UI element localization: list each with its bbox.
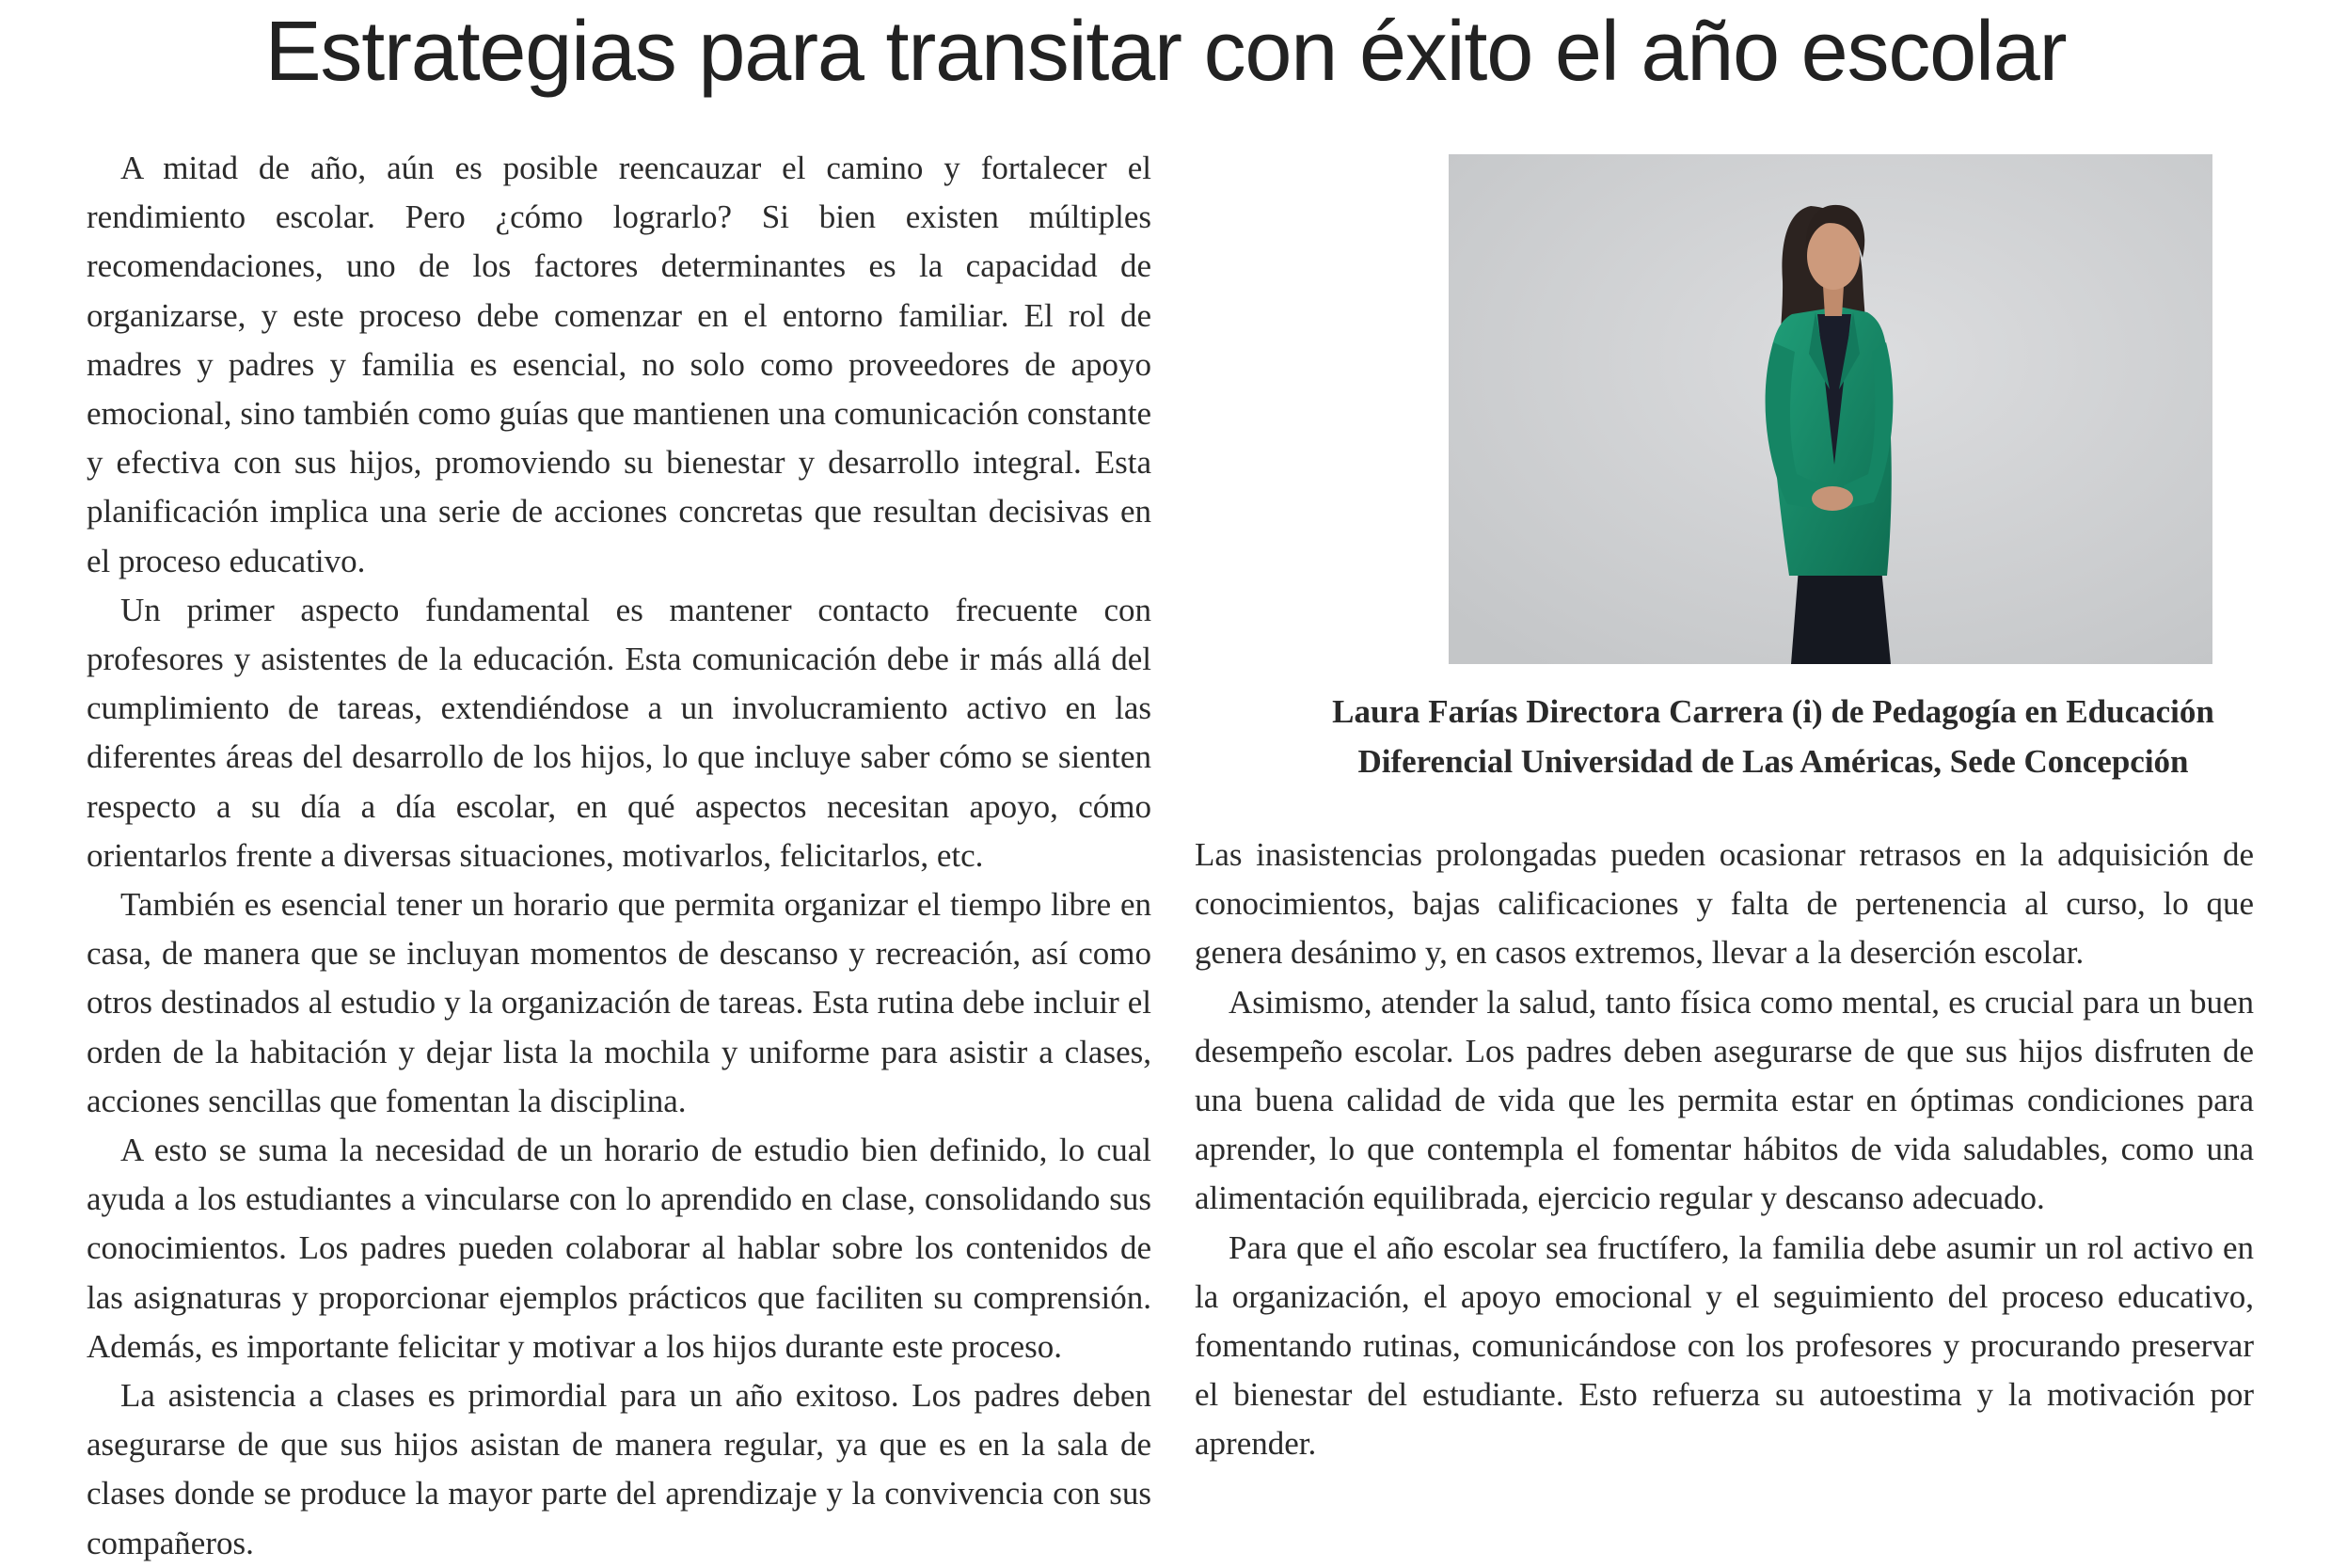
headline: Estrategias para transitar con éxito el año escolar [264, 5, 2067, 99]
portrait-photo-icon [1449, 154, 2212, 664]
caption-line: Laura Farías Directora Carrera (i) de Pedagogía en Educación [1332, 693, 2214, 730]
paragraph: A mitad de año, aún es posible reencauzar el camino y fortalecer el rendimiento escolar. Pero ¿cómo lograrlo? Si bien existen múltiples recomendaciones, uno de los factores determinantes es la capacidad de organizarse, y este proceso debe comenzar en el entorno familiar. El rol de madres y padres y familia es esencial, no solo como proveedores de apoyo emocional, sino también como guías que mantienen una comunicación constante y efectiva con sus hijos, promoviendo su bienestar y desarrollo integral. Esta planificación implica una serie de acciones concretas que resultan decisivas en el proceso educativo. [87, 150, 1151, 579]
right-column [1195, 831, 2254, 1469]
paragraph: Un primer aspecto fundamental es mantener contacto frecuente con profesores y asistentes de la educación. Esta comunicación debe ir más allá del cumplimiento de tareas, extendiéndose a un involucramiento activo en las diferentes áreas del desarrollo de los hijos, lo que incluye saber cómo se sienten respecto a su día a día escolar, en qué aspectos necesitan apoyo, cómo orientarlos frente a diversas situaciones, motivarlos, felicitarlos, etc. [87, 591, 1151, 874]
paragraph: La asistencia a clases es primordial para un año exitoso. Los padres deben asegurarse de que sus hijos asistan de manera regular, ya que es en la sala de clases donde se produce la mayor parte del aprendizaje y la convivencia con sus compañeros. [87, 1377, 1151, 1561]
paragraph: También es esencial tener un horario que permita organizar el tiempo libre en casa, de manera que se incluyan momentos de descanso y recreación, así como otros destinados al estudio y la organización de tareas. Esta rutina debe incluir el orden de la habitación y dejar lista la mochila y uniforme para asistir a clases, acciones sencillas que fomentan la disciplina. [87, 886, 1151, 1119]
caption-line: Diferencial Universidad de Las Américas, Sede Concepción [1357, 743, 2189, 780]
paragraph: Para que el año escolar sea fructífero, la familia debe asumir un rol activo en la organización, el apoyo emocional y el seguimiento del proceso educativo, fomentando rutinas, comunicándose con los profesores y procurando preservar el bienestar del estudiante. Esto refuerza su autoestima y la motivación por aprender. [1195, 1228, 2254, 1463]
photo-caption [1279, 687, 2267, 786]
portrait-photo [1449, 154, 2212, 664]
paragraph: A esto se suma la necesidad de un horario de estudio bien definido, lo cual ayuda a los estudiantes a vincularse con lo aprendido en clase, consolidando sus conocimientos. Los padres pueden colaborar al hablar sobre los contenidos de las asignaturas y proporcionar ejemplos prácticos que faciliten su comprensión. Además, es importante felicitar y motivar a los hijos durante este proceso. [87, 1132, 1151, 1365]
left-column [87, 144, 1151, 1568]
paragraph: Asimismo, atender la salud, tanto física como mental, es crucial para un buen desempeño escolar. Los padres deben asegurarse de que sus hijos disfruten de una buena calidad de vida que les permita estar en óptimas condiciones para aprender, lo que contempla el fomentar hábitos de vida saludables, como una alimentación equilibrada, ejercicio regular y descanso adecuado. [1195, 983, 2254, 1217]
paragraph: Las inasistencias prolongadas pueden ocasionar retrasos en la adquisición de conocimientos, bajas calificaciones y falta de pertenencia al curso, lo que genera desánimo y, en casos extremos, llevar a la deserción escolar. [1195, 836, 2254, 972]
